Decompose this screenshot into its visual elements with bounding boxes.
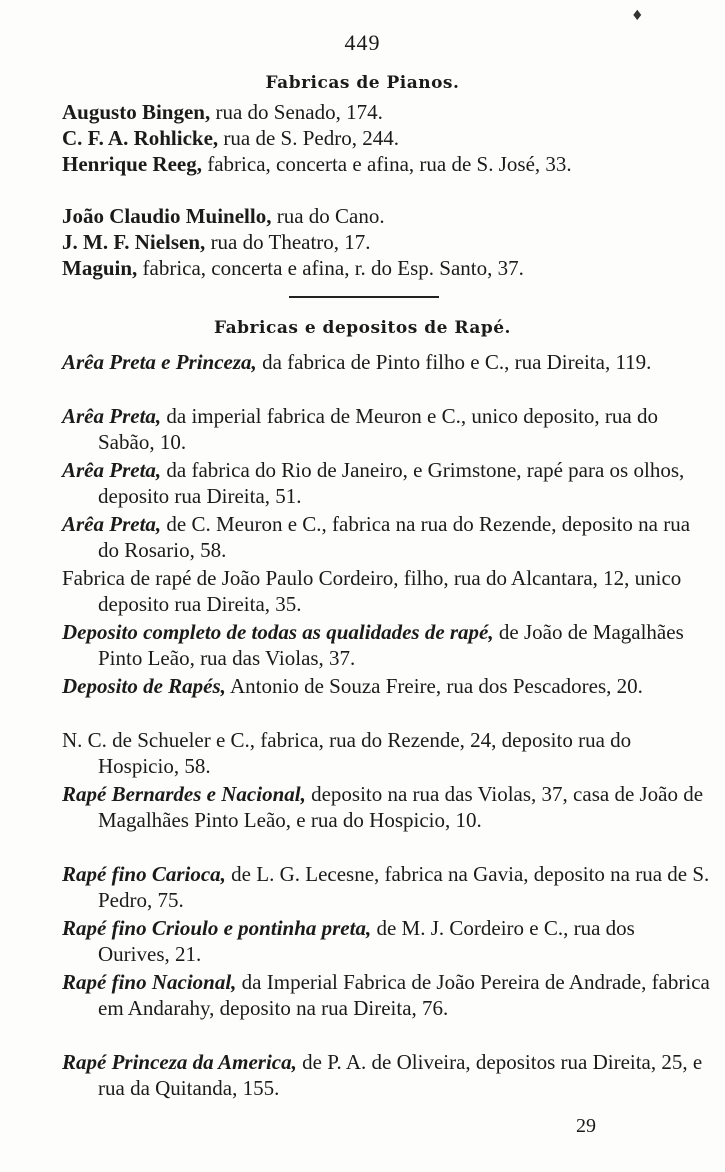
entry-name: Arêa Preta e Princeza, — [62, 350, 257, 374]
entry-name: Arêa Preta, — [62, 458, 162, 482]
entry-details: de M. J. Cordeiro e C., rua dos Ourives, 21. — [98, 916, 635, 966]
piano-entry — [62, 152, 710, 178]
entry-details: de P. A. de Oliveira, depositos rua Direita, 25, e rua da Quitanda, 155. — [98, 1050, 703, 1100]
rape-entry — [62, 566, 710, 617]
entry-details: fabrica, concerta e afina, r. do Esp. Santo, 37. — [137, 256, 524, 280]
entry-name: Rapé fino Crioulo e pontinha preta, — [62, 916, 372, 940]
piano-entry — [62, 230, 710, 256]
section-title-rape: Fabricas e depositos de Rapé. — [214, 318, 511, 338]
page-number: 449 — [344, 30, 381, 55]
entry-details: da fabrica do Rio de Janeiro, e Grimstone, rapé para os olhos, deposito rua Direita, 51. — [98, 458, 685, 508]
entry-details: N. C. de Schueler e C., fabrica, rua do Rezende, 24, deposito rua do Hospicio, 58. — [62, 728, 632, 778]
entry-details: da imperial fabrica de Meuron e C., unico deposito, rua do Sabão, 10. — [98, 404, 658, 454]
entry-details: Antonio de Souza Freire, rua dos Pescadores, 20. — [225, 674, 643, 698]
entry-name: C. F. A. Rohlicke, — [62, 126, 219, 150]
rape-entry — [62, 620, 710, 671]
rape-entry — [62, 782, 710, 833]
piano-entry — [62, 256, 710, 282]
entry-name: João Claudio Muinello, — [62, 204, 272, 228]
rape-entry — [62, 674, 710, 700]
entry-details: rua do Cano. — [271, 204, 385, 228]
entry-name: Rapé Princeza da America, — [62, 1050, 297, 1074]
entry-name: Deposito completo de todas as qualidades de rapé, — [62, 620, 494, 644]
entry-name: Arêa Preta, — [62, 404, 162, 428]
piano-entry — [62, 204, 710, 230]
entry-details: de João de Magalhães Pinto Leão, rua das Violas, 37. — [98, 620, 684, 670]
entry-details: Fabrica de rapé de João Paulo Cordeiro, filho, rua do Alcantara, 12, unico deposito rua Direita, 35. — [62, 566, 682, 616]
rape-entry — [62, 728, 710, 779]
entry-name: J. M. F. Nielsen, — [62, 230, 206, 254]
entry-name: Rapé fino Carioca, — [62, 862, 226, 886]
entry-details: rua do Theatro, 17. — [205, 230, 371, 254]
entry-details: fabrica, concerta e afina, rua de S. José, 33. — [201, 152, 572, 176]
entry-name: Deposito de Rapés, — [62, 674, 226, 698]
rape-entry — [62, 404, 710, 455]
entry-details: rua de S. Pedro, 244. — [218, 126, 399, 150]
section-divider — [289, 296, 439, 298]
rape-entry — [62, 916, 710, 967]
rape-entry — [62, 350, 710, 376]
entry-details: deposito na rua das Violas, 37, casa de João de Magalhães Pinto Leão, e rua do Hospicio, 10. — [98, 782, 704, 832]
entry-name: Arêa Preta, — [62, 512, 162, 536]
piano-entry — [62, 126, 710, 152]
rape-entry — [62, 862, 710, 913]
rape-entry — [62, 1050, 710, 1101]
entry-details: da fabrica de Pinto filho e C., rua Direita, 119. — [256, 350, 652, 374]
entry-details: rua do Senado, 174. — [210, 100, 383, 124]
rape-entry — [62, 970, 710, 1021]
entry-details: de C. Meuron e C., fabrica na rua do Rezende, deposito na rua do Rosario, 58. — [98, 512, 691, 562]
section-title-pianos: Fabricas de Pianos. — [265, 73, 460, 93]
signature-mark: 29 — [576, 1115, 596, 1137]
entry-name: Henrique Reeg, — [62, 152, 202, 176]
rape-entry — [62, 458, 710, 509]
entry-name: Rapé fino Nacional, — [62, 970, 237, 994]
entry-details: de L. G. Lecesne, fabrica na Gavia, deposito na rua de S. Pedro, 75. — [98, 862, 710, 912]
entry-details: da Imperial Fabrica de João Pereira de Andrade, fabrica em Andarahy, deposito na rua Direita, 76. — [98, 970, 710, 1020]
rape-entry — [62, 512, 710, 563]
piano-entry — [62, 100, 710, 126]
entry-name: Rapé Bernardes e Nacional, — [62, 782, 306, 806]
corner-mark: ♦ — [631, 8, 644, 24]
entry-name: Augusto Bingen, — [62, 100, 211, 124]
entry-name: Maguin, — [62, 256, 138, 280]
